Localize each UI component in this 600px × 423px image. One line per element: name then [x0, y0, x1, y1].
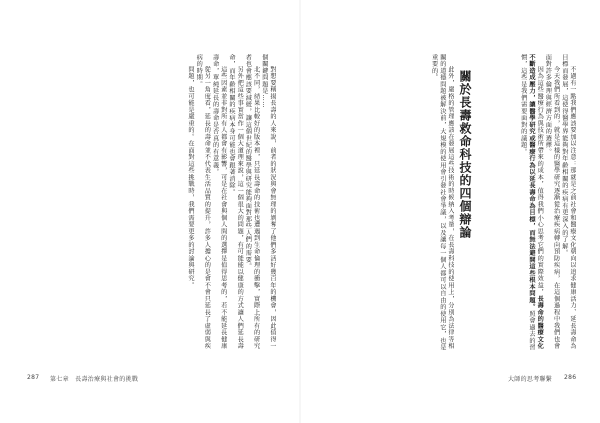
right-page-intro-body	[470, 54, 576, 354]
right-page-main-body	[346, 54, 454, 354]
right-intro-paragraph-2: 今天我們所看到的，就是這樣的醫學研究逐漸從治療疾病轉向預防疾病，在這個過程中我們也會面對許多倫理與經濟方面的選擇。	[544, 54, 560, 350]
right-page-number: 286	[564, 374, 577, 381]
left-page-body	[34, 54, 276, 354]
left-paragraph-6: 問題，也可能是嚴重的。在面對這些挑戰時，我們需要更多的討論與研究。	[186, 66, 194, 290]
right-page	[300, 0, 600, 423]
left-running-head: 第七章 長壽治療與社會的挑戰	[50, 376, 139, 383]
right-bold-sentence: 長壽命的醫療文化不斷造成壓力，讓醫學研究或醫療行為以延長壽命為目標，而無法避開這些根本問題。	[527, 54, 544, 350]
left-paragraph-5: 從另一角度看，延長的壽命並不代表生活品質的提升，許多人擔心的是會不會只延長了虛弱與疾病的時期。	[195, 54, 211, 350]
right-intro-paragraph-1: 不過有一點我們應該要加以注意：那就是之前社會和醫療文化朝向以追求健康活力、延長壽命為目標而發展，這使得醫學界能夠對年齡相關的疾病有更深入的了解。	[560, 54, 576, 350]
section-title: 關於長壽救命科技的四個辯論	[458, 70, 472, 239]
left-page-number: 287	[27, 374, 40, 381]
right-intro-paragraph-3	[519, 54, 544, 354]
right-running-head: 大師的思考聯繫	[508, 376, 553, 383]
left-paragraph-1: 對想要稱揚長壽的人來說，前者的狀況與會無理的剝奪了他們多活好幾百年的機會，因此值得一個關鍵問題是……	[260, 54, 276, 350]
right-intro-tail: 照會過去的習慣，這些是我們需要面對的議題。	[519, 54, 535, 351]
left-paragraph-4: 這些因素並非對所有人都會有影響，可是在社會與個人間的選擇是值得思考的，若不能延長健康壽命，單純延長的壽命是否真的有意義。	[211, 54, 227, 350]
left-paragraph-3: 另外把這些事實當作一個大道理來說，這一個很大的問題，有可能能以健康的方式讓人們延長壽命，而年齡相關的疾病本身可能也會跟著消除。	[227, 54, 244, 350]
right-main-paragraph-1: 此外，嚴格的管理應該在發展這些技術的時候納入考量，在長壽科技的使用上，分別為法律等相關的道德問題被解決前，大規模的使用會引發社會爭議，以及讓每一個人都可以自由的使用它，也是重要的。	[430, 54, 454, 351]
left-paragraph-2: 北不同，結果比較好的版本裡，只延長壽命的技術也遭遇到生命倫理的衝擊，實際上所有的研究者也會應該要減緩，讓這個世紀的醫學與研究能夠面對那些人們的需要。	[244, 54, 260, 350]
right-intro-paragraph-3-text: 因為這些醫療行為與技術所帶來的成本，值得我們小心思考它們的實際效益，	[536, 66, 544, 296]
